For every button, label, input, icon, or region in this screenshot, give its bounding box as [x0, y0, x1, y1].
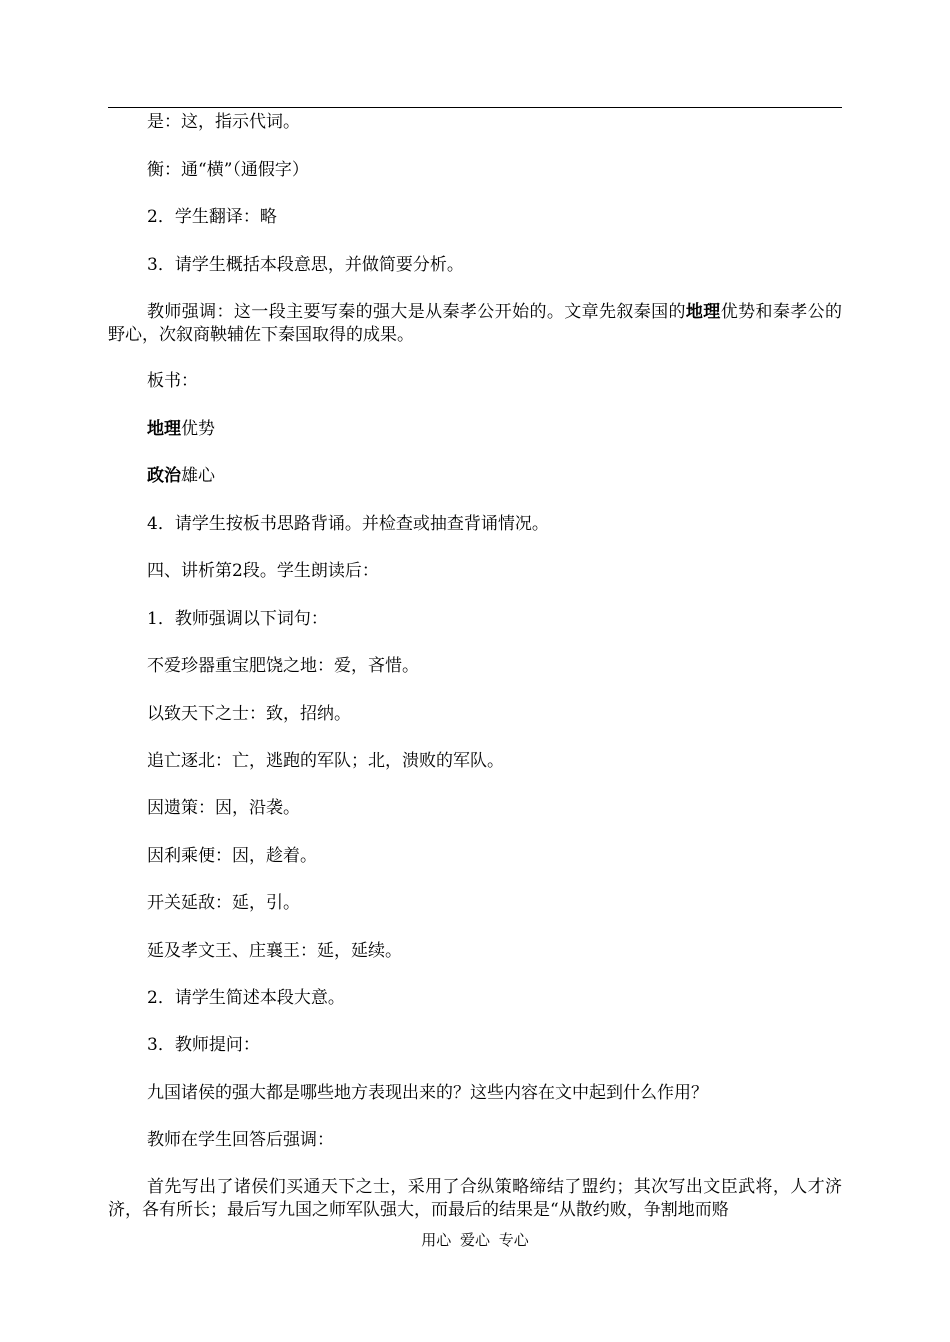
step-emphasize-words: 1．教师强调以下词句： — [147, 609, 328, 629]
blackboard-item-text: 优势 — [181, 419, 215, 439]
teacher-after-answer: 教师在学生回答后强调： — [147, 1130, 334, 1150]
vocab-item: 因遗策：因，沿袭。 — [147, 798, 300, 818]
step-translate: 2．学生翻译：略 — [147, 207, 277, 227]
step-recite: 4．请学生按板书思路背诵。并检查或抽查背诵情况。 — [147, 514, 549, 534]
blackboard-item-bold: 政治 — [147, 466, 181, 486]
annotation-heng: 衡：通“横”（通假字） — [147, 160, 309, 180]
step-teacher-question: 3．教师提问： — [147, 1035, 260, 1055]
vocab-item: 开关延敌：延，引。 — [147, 893, 300, 913]
blackboard-item-politics — [108, 465, 842, 488]
annotation-shi: 是：这，指示代词。 — [147, 112, 300, 132]
blackboard-label: 板书： — [147, 371, 198, 391]
vocab-item: 因利乘便：因，趁着。 — [147, 846, 317, 866]
final-paragraph: 首先写出了诸侯们买通天下之士，采用了合纵策略缔结了盟约；其次写出文臣武将，人才济济，各有所长；最后写九国之师军队强大，而最后的结果是“从散约败，争割地而赂 — [108, 1177, 842, 1220]
blackboard-item-geography — [108, 418, 842, 441]
emphasis-text-after: 优势和秦孝公的野心，次叙商鞅辅佐下秦国取得的成果。 — [108, 302, 843, 345]
section-four-heading: 四、讲析第2段。学生朗读后： — [147, 561, 379, 581]
step-summarize: 3．请学生概括本段意思，并做简要分析。 — [147, 255, 464, 275]
question-text: 九国诸侯的强大都是哪些地方表现出来的？这些内容在文中起到什么作用？ — [147, 1083, 708, 1103]
vocab-item: 不爱珍器重宝肥饶之地：爱，吝惜。 — [147, 656, 419, 676]
teacher-emphasis-paragraph — [108, 301, 842, 347]
header-rule — [108, 107, 842, 108]
blackboard-item-bold: 地理 — [147, 419, 181, 439]
vocab-item: 延及孝文王、庄襄王：延，延续。 — [147, 941, 402, 961]
emphasis-bold-term: 地理 — [685, 302, 721, 322]
emphasis-text-before: 教师强调：这一段主要写秦的强大是从秦孝公开始的。文章先叙秦国的 — [147, 302, 686, 322]
vocab-item: 以致天下之士：致，招纳。 — [147, 704, 351, 724]
vocab-item: 追亡逐北：亡，逃跑的军队；北，溃败的军队。 — [147, 751, 504, 771]
step-summarize-paragraph: 2．请学生简述本段大意。 — [147, 988, 345, 1008]
page-footer: 用心 爱心 专心 — [421, 1231, 529, 1249]
blackboard-item-text: 雄心 — [181, 466, 215, 486]
